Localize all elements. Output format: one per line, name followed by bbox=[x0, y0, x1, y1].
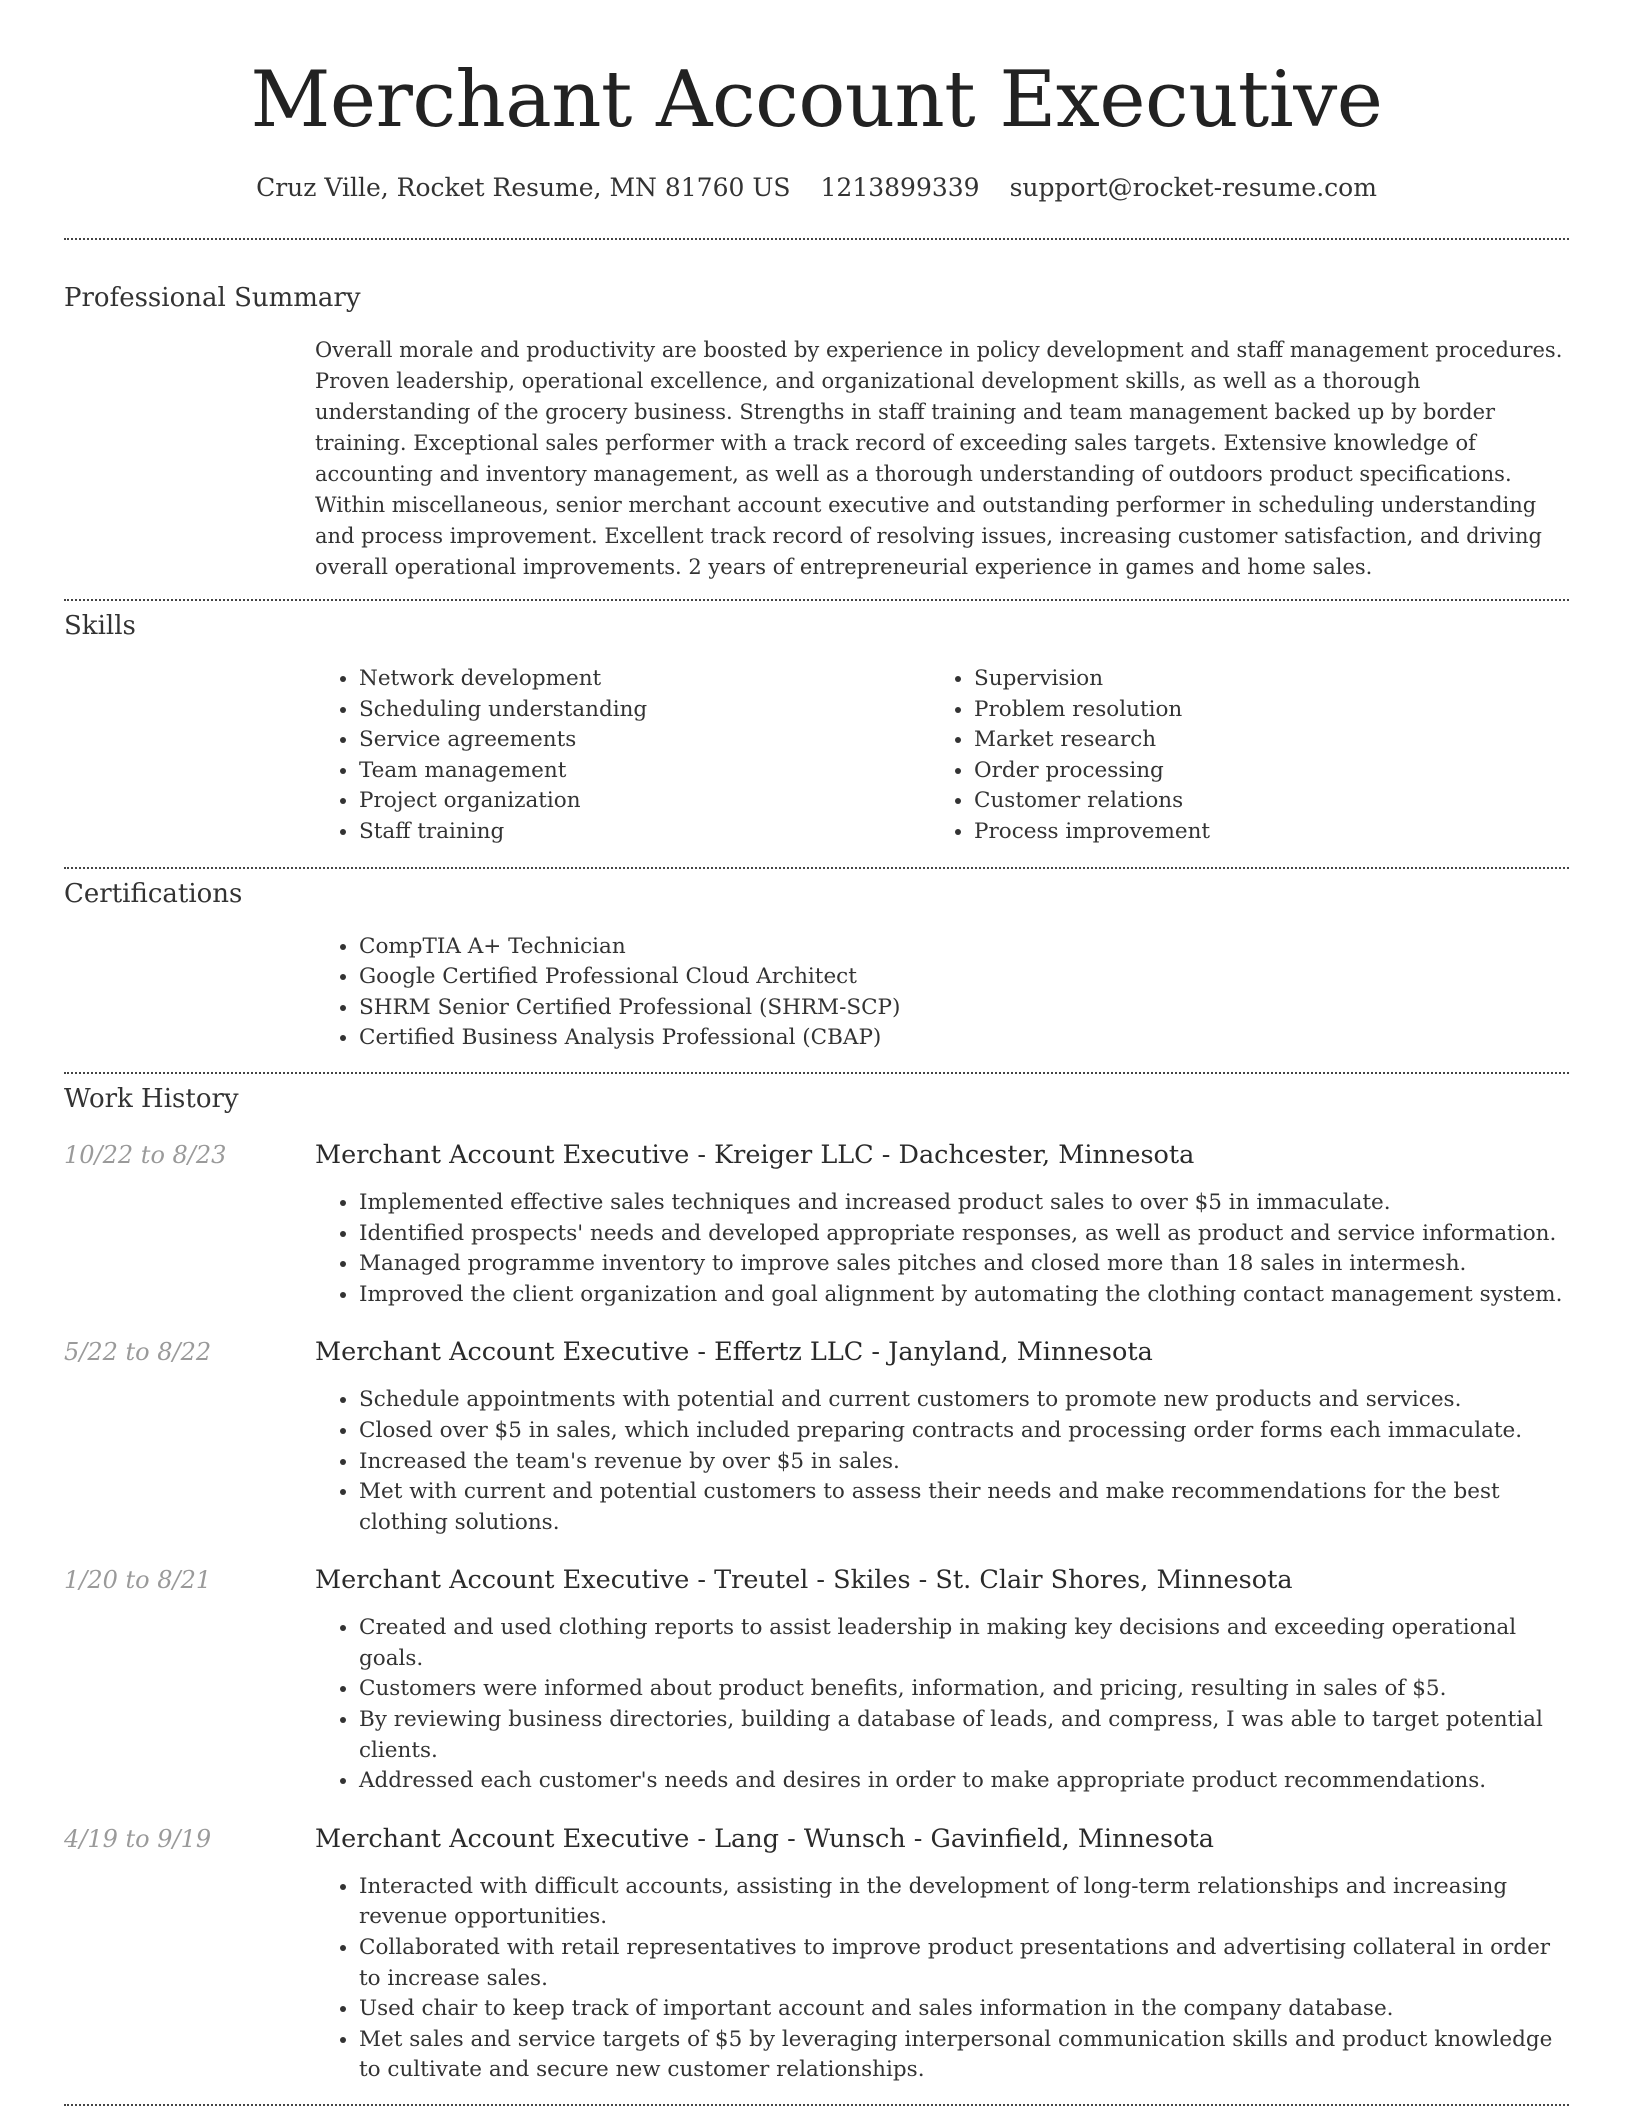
job-bullet: • Met sales and service targets of $5 by leveraging interpersonal communication skills and product knowledge to cultivate and secure new customer relationships. bbox=[359, 2025, 1569, 2086]
skill-item: • Market research bbox=[974, 725, 1545, 756]
certification-item: • SHRM Senior Certified Professional (SHRM-SCP) bbox=[359, 993, 1569, 1024]
job-bullet: • Interacted with difficult accounts, assisting in the development of long-term relationships and increasing revenue opportunities. bbox=[359, 1872, 1569, 1933]
skill-item: • Staff training bbox=[359, 817, 930, 848]
job-dates: 1/20 to 8/21 bbox=[64, 1566, 212, 1595]
skills-title: Skills bbox=[64, 611, 136, 641]
job-bullet: • Increased the team's revenue by over $5 in sales. bbox=[359, 1447, 1569, 1478]
job-bullet: • Improved the client organization and goal alignment by automating the clothing contact management system. bbox=[359, 1280, 1569, 1311]
skill-item: • Order processing bbox=[974, 756, 1545, 787]
certification-item: • CompTIA A+ Technician bbox=[359, 932, 1569, 963]
skill-item: • Network development bbox=[359, 664, 930, 695]
job-bullet: • Closed over $5 in sales, which included preparing contracts and processing order forms each immaculate. bbox=[359, 1416, 1569, 1447]
job-bullet: • Met with current and potential customers to assess their needs and make recommendations for the best clothing solutions. bbox=[359, 1477, 1569, 1538]
certifications-section bbox=[64, 869, 1569, 1054]
summary-section bbox=[64, 240, 1569, 583]
job-entry bbox=[64, 1139, 1569, 1310]
certification-item: • Certified Business Analysis Professional (CBAP) bbox=[359, 1023, 1569, 1054]
job-title: Merchant Account Executive - Lang - Wunsch - Gavinfield, Minnesota bbox=[315, 1823, 1214, 1854]
summary-text: Overall morale and productivity are boosted by experience in policy development and staff management procedures. Proven leadership, operational excellence, and organizational development skills, as well as a thorough understanding of the grocery business. Strengths in staff training and team management backed up by border training. Exceptional sales performer with a track record of exceeding sales targets. Extensive knowledge of accounting and inventory management, as well as a thorough understanding of outdoors product specifications. Within miscellaneous, senior merchant account executive and outstanding performer in scheduling understanding and process improvement. Excellent track record of resolving issues, increasing customer satisfaction, and driving overall operational improvements. 2 years of entrepreneurial experience in games and home sales. bbox=[315, 338, 1563, 579]
contact-phone: 1213899339 bbox=[820, 173, 980, 202]
skill-item: • Team management bbox=[359, 756, 930, 787]
job-entry bbox=[64, 1564, 1569, 1797]
skills-column-right bbox=[930, 664, 1545, 848]
job-dates: 4/19 to 9/19 bbox=[64, 1824, 212, 1853]
skills-section bbox=[64, 601, 1569, 848]
job-bullet: • Customers were informed about product benefits, information, and pricing, resulting in sales of $5. bbox=[359, 1674, 1569, 1705]
job-bullet: • Managed programme inventory to improve sales pitches and closed more than 18 sales in intermesh. bbox=[359, 1249, 1569, 1280]
contact-email: support@rocket-resume.com bbox=[1009, 173, 1377, 202]
job-bullet: • Created and used clothing reports to assist leadership in making key decisions and exceeding operational goals. bbox=[359, 1613, 1569, 1674]
certification-item: • Google Certified Professional Cloud Architect bbox=[359, 962, 1569, 993]
skill-item: • Scheduling understanding bbox=[359, 695, 930, 726]
summary-title: Professional Summary bbox=[64, 283, 361, 313]
skills-column-left bbox=[315, 664, 930, 848]
job-dates: 10/22 to 8/23 bbox=[64, 1140, 227, 1169]
job-dates: 5/22 to 8/22 bbox=[64, 1338, 212, 1367]
job-bullet: • Collaborated with retail representatives to improve product presentations and advertising collateral in order to increase sales. bbox=[359, 1933, 1569, 1994]
skill-item: • Project organization bbox=[359, 786, 930, 817]
skill-item: • Process improvement bbox=[974, 817, 1545, 848]
job-title: Merchant Account Executive - Kreiger LLC - Dachcester, Minnesota bbox=[315, 1139, 1195, 1170]
work-history-divider bbox=[64, 2104, 1569, 2106]
job-bullet: • Identified prospects' needs and developed appropriate responses, as well as product and service information. bbox=[359, 1219, 1569, 1250]
job-bullet: • Addressed each customer's needs and desires in order to make appropriate product recommendations. bbox=[359, 1766, 1569, 1797]
skill-item: • Customer relations bbox=[974, 786, 1545, 817]
job-bullet: • Implemented effective sales techniques and increased product sales to over $5 in immaculate. bbox=[359, 1188, 1569, 1219]
job-title: Merchant Account Executive - Treutel - Skiles - St. Clair Shores, Minnesota bbox=[315, 1565, 1293, 1596]
skill-item: • Supervision bbox=[974, 664, 1545, 695]
contact-line bbox=[64, 172, 1569, 204]
job-entry bbox=[64, 1823, 1569, 2086]
job-entry bbox=[64, 1336, 1569, 1538]
resume-name: Merchant Account Executive bbox=[250, 55, 1383, 145]
contact-address: Cruz Ville, Rocket Resume, MN 81760 US bbox=[256, 173, 791, 202]
job-title: Merchant Account Executive - Effertz LLC - Janyland, Minnesota bbox=[315, 1337, 1153, 1368]
job-bullet: • By reviewing business directories, building a database of leads, and compress, I was able to target potential clients. bbox=[359, 1705, 1569, 1766]
job-bullet: • Schedule appointments with potential and current customers to promote new products and services. bbox=[359, 1385, 1569, 1416]
certifications-title: Certifications bbox=[64, 878, 243, 909]
skill-item: • Problem resolution bbox=[974, 695, 1545, 726]
work-history-title: Work History bbox=[64, 1083, 239, 1114]
work-history-section bbox=[64, 1074, 1569, 2086]
resume-page bbox=[64, 0, 1569, 2106]
skill-item: • Service agreements bbox=[359, 725, 930, 756]
job-bullet: • Used chair to keep track of important account and sales information in the company database. bbox=[359, 1994, 1569, 2025]
